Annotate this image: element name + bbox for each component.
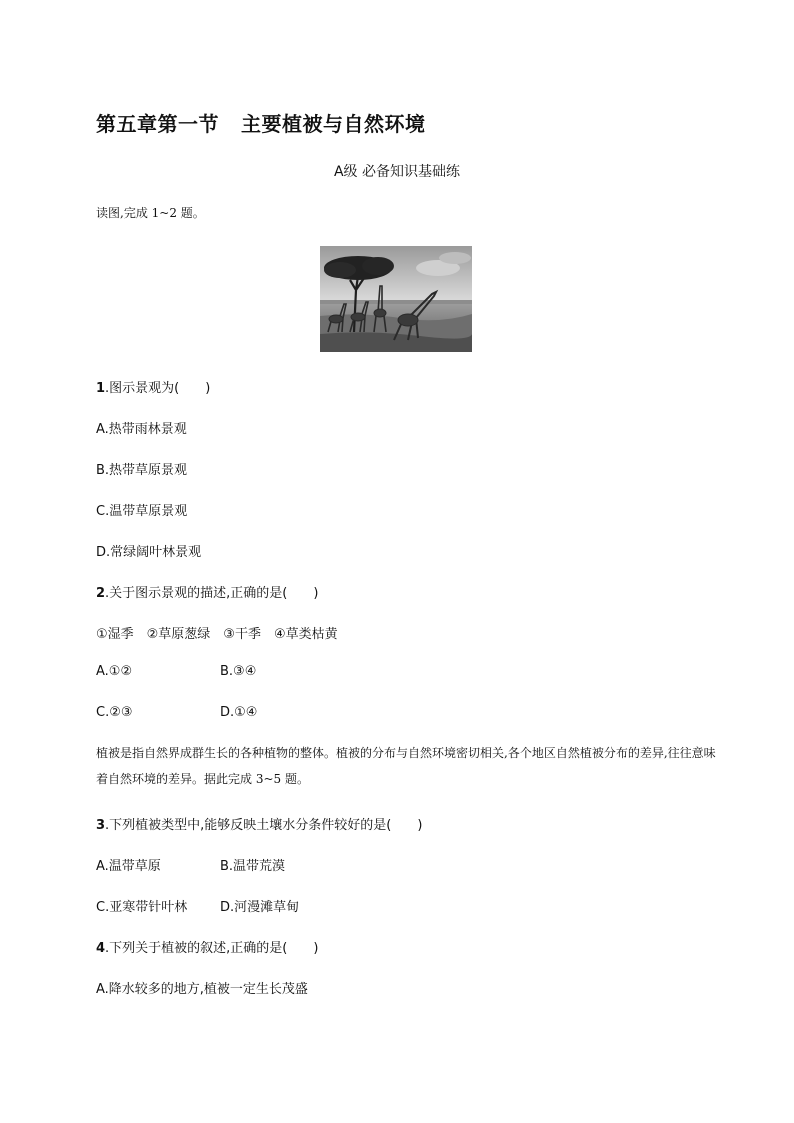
question-3-option-b[interactable]: B.温带荒漠 [220, 859, 286, 874]
question-3-option-d[interactable]: D.河漫滩草甸 [220, 900, 300, 915]
question-4-option-a[interactable]: A.降水较多的地方,植被一定生长茂盛 [96, 982, 308, 997]
question-2-option-d[interactable]: D.①④ [220, 705, 258, 720]
question-4 [96, 937, 318, 956]
question-2-option-c[interactable]: C.②③ [96, 705, 133, 720]
page-title [96, 108, 426, 137]
question-3 [96, 814, 422, 833]
question-4-number: 4 [96, 941, 106, 956]
question-1 [96, 377, 210, 396]
intro-instruction: 读图,完成 1~2 题。 [96, 206, 205, 220]
question-1-option-a[interactable]: A.热带雨林景观 [96, 422, 187, 437]
question-3-number: 3 [96, 818, 106, 833]
question-3-option-c[interactable]: C.亚寒带针叶林 [96, 900, 188, 915]
reading-passage: 植被是指自然界成群生长的各种植物的整体。植被的分布与自然环境密切相关,各个地区自然植被分布的差异,往往意味着自然环境的差异。据此完成 3~5 题。 [96, 746, 716, 786]
question-2-option-b[interactable]: B.③④ [220, 664, 257, 679]
topic-label: 主要植被与自然环境 [241, 112, 426, 136]
question-1-option-d[interactable]: D.常绿阔叶林景观 [96, 545, 202, 560]
question-2-stem: .关于图示景观的描述,正确的是( ) [105, 586, 319, 601]
question-1-number: 1 [96, 381, 106, 396]
question-3-stem: .下列植被类型中,能够反映土壤水分条件较好的是( ) [105, 818, 423, 833]
question-1-stem: .图示景观为( ) [105, 381, 211, 396]
question-4-stem: .下列关于植被的叙述,正确的是( ) [105, 941, 319, 956]
question-2 [96, 582, 318, 601]
level-heading: A级 必备知识基础练 [333, 164, 461, 180]
question-2-statements: ①湿季 ②草原葱绿 ③干季 ④草类枯黄 [96, 627, 338, 642]
question-2-number: 2 [96, 586, 106, 601]
savanna-giraffe-photo [320, 246, 472, 352]
question-3-option-a[interactable]: A.温带草原 [96, 859, 161, 874]
chapter-label: 第五章第一节 [96, 112, 219, 136]
question-1-option-b[interactable]: B.热带草原景观 [96, 463, 188, 478]
question-2-option-a[interactable]: A.①② [96, 664, 133, 679]
question-1-option-c[interactable]: C.温带草原景观 [96, 504, 188, 519]
